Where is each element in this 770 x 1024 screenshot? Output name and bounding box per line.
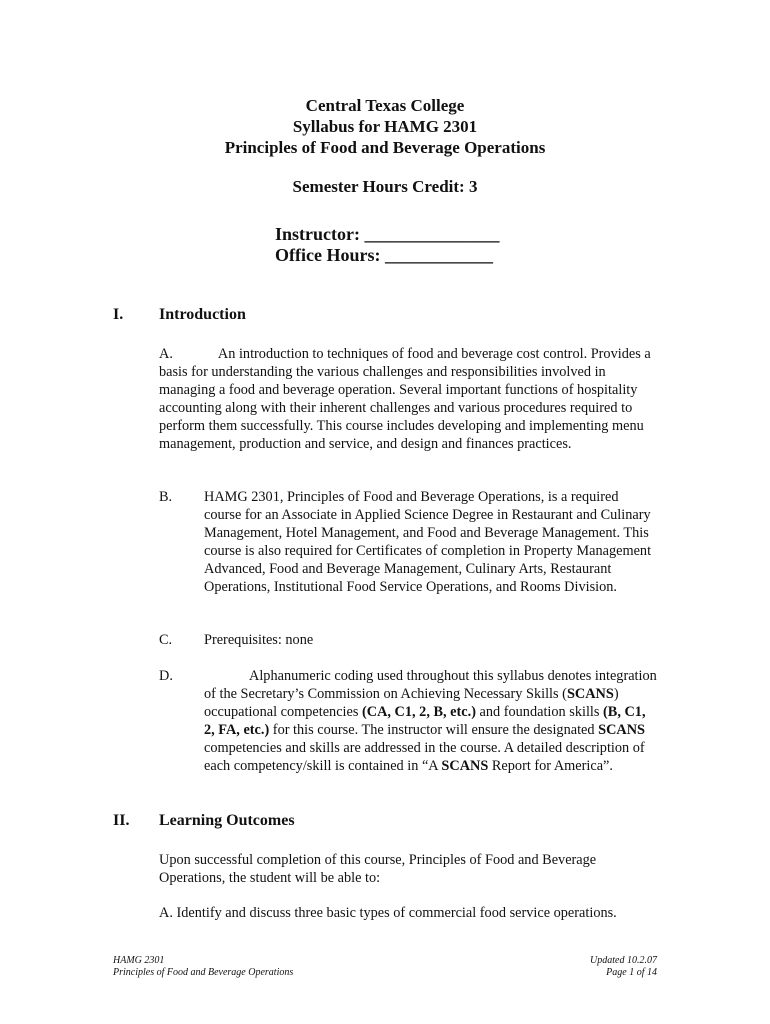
- instructor-line: Instructor: _______________: [275, 224, 500, 244]
- item-a-label: A.: [159, 346, 173, 362]
- scans-term: SCANS: [441, 758, 489, 774]
- item-b-text: HAMG 2301, Principles of Food and Beverage Operations, is a required course for an Associate in Applied Science Degree in Restaurant and Culinary Management, Hotel Management, and Food and Beverage Management. This course is also required for Certificates of completion in Property Management Advanced, Food and Beverage Management, Culinary Arts, Restaurant Operations, Institutional Food Service Operations, and Rooms Division.: [204, 489, 652, 595]
- item-b-label: B.: [159, 489, 173, 505]
- office-hours-line: Office Hours: ____________: [275, 245, 493, 265]
- footer-page-number: Page 1 of 14: [606, 967, 657, 978]
- section-2-number: II.: [113, 812, 130, 829]
- item-d-part: ) occupational competencies: [204, 686, 619, 720]
- intro-paragraph-a: [159, 345, 659, 453]
- item-d-part: for this course. The instructor will ensure the designated: [269, 722, 599, 738]
- foundation-skill-codes: (B, C1, 2, FA, etc.): [204, 704, 646, 738]
- item-d-part: Alphanumeric coding used throughout this syllabus denotes integration of the Secretary’s Commission on Achieving Necessary Skills (: [204, 668, 657, 702]
- item-d-part: Report for America”.: [488, 758, 613, 774]
- course-title: Principles of Food and Beverage Operations: [224, 138, 546, 157]
- item-d-text: [204, 667, 659, 775]
- item-a-text: An introduction to techniques of food and beverage cost control. Provides a basis for understanding the various challenges and responsibilities involved in managing a food and beverage operation. Several important functions of hospitality accounting along with their inherent challenges and various procedures required to perform them successfully. This course includes developing and implementing menu management, production and service, and design and finances practices.: [159, 346, 651, 452]
- footer-course-code: HAMG 2301: [113, 955, 165, 966]
- footer-course-name: Principles of Food and Beverage Operations: [113, 967, 294, 978]
- section-2-title: Learning Outcomes: [159, 812, 295, 829]
- item-c-text: Prerequisites: none: [204, 632, 314, 648]
- item-c-label: C.: [159, 632, 173, 648]
- section-1-number: I.: [113, 306, 124, 323]
- item-d-part: and foundation skills: [475, 704, 604, 720]
- scans-term: SCANS: [598, 722, 646, 738]
- college-name: Central Texas College: [305, 96, 465, 115]
- competency-codes: (CA, C1, 2, B, etc.): [362, 704, 476, 720]
- syllabus-title: Syllabus for HAMG 2301: [292, 117, 478, 136]
- item-d-label: D.: [159, 668, 173, 684]
- section-1-title: Introduction: [159, 306, 246, 323]
- outcome-a: A. Identify and discuss three basic types of commercial food service operations.: [159, 905, 617, 921]
- credit-hours: Semester Hours Credit: 3: [292, 177, 478, 196]
- scans-term: SCANS: [566, 686, 614, 702]
- footer-updated: Updated 10.2.07: [590, 955, 657, 966]
- item-d-part: competencies and skills are addressed in the course. A detailed description of each competency/skill is contained in “A: [204, 740, 645, 774]
- learning-outcomes-intro: Upon successful completion of this course, Principles of Food and Beverage Operations, the student will be able to:: [159, 852, 597, 886]
